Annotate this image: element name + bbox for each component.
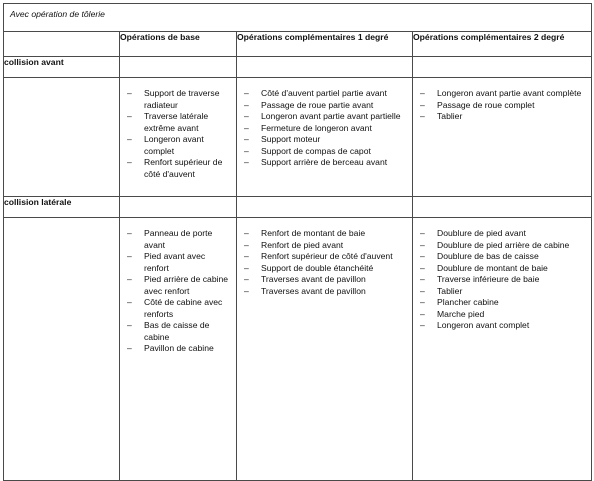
list-item: – Traverse latérale extrême avant — [127, 111, 232, 134]
header-empty-cell — [4, 32, 120, 57]
table-caption: Avec opération de tôlerie — [4, 4, 592, 32]
list-item: – Renfort supérieur de côté d'auvent — [244, 251, 408, 263]
list-item: – Traverses avant de pavillon — [244, 286, 408, 298]
list-item: – Longeron avant partie avant complète — [420, 88, 587, 100]
content-row-side-collision — [4, 218, 592, 481]
list-item: – Pied avant avec renfort — [127, 251, 232, 274]
degree-1-operations-cell — [237, 218, 413, 481]
list-item: – Panneau de porte avant — [127, 228, 232, 251]
section-row-side-collision — [4, 197, 592, 218]
header-degree-1-operations: Opérations complémentaires 1 degré — [237, 32, 413, 57]
list-item: – Bas de caisse de cabine — [127, 320, 232, 343]
list-item: – Fermeture de longeron avant — [244, 123, 408, 135]
operations-list — [120, 218, 236, 355]
content-row-front-collision — [4, 78, 592, 197]
list-item: – Doublure de bas de caisse — [420, 251, 587, 263]
operations-list — [237, 218, 412, 297]
operations-table — [3, 3, 592, 481]
list-item: – Doublure de montant de baie — [420, 263, 587, 275]
list-item: – Support arrière de berceau avant — [244, 157, 408, 169]
list-item: – Longeron avant complet — [127, 134, 232, 157]
list-item: – Doublure de pied avant — [420, 228, 587, 240]
header-base-operations: Opérations de base — [120, 32, 237, 57]
list-item: – Support de double étanchéité — [244, 263, 408, 275]
list-item: – Support de traverse radiateur — [127, 88, 232, 111]
list-item: – Tablier — [420, 286, 587, 298]
header-row — [4, 32, 592, 57]
section-blank-cell — [413, 197, 592, 218]
list-item: – Support de compas de capot — [244, 146, 408, 158]
section-blank-cell — [237, 197, 413, 218]
list-item: – Traverses avant de pavillon — [244, 274, 408, 286]
header-degree-2-operations: Opérations complémentaires 2 degré — [413, 32, 592, 57]
list-item: – Pied arrière de cabine avec renfort — [127, 274, 232, 297]
list-item: – Côté de cabine avec renforts — [127, 297, 232, 320]
list-item: – Passage de roue partie avant — [244, 100, 408, 112]
operations-list — [120, 78, 236, 180]
degree-1-operations-cell — [237, 78, 413, 197]
caption-row — [4, 4, 592, 32]
section-label-front-collision: collision avant — [4, 57, 120, 78]
list-item: – Doublure de pied arrière de cabine — [420, 240, 587, 252]
section-blank-cell — [120, 57, 237, 78]
list-item: – Tablier — [420, 111, 587, 123]
base-operations-cell — [120, 78, 237, 197]
list-item: – Marche pied — [420, 309, 587, 321]
base-operations-cell — [120, 218, 237, 481]
operations-list — [237, 78, 412, 169]
list-item: – Traverse inférieure de baie — [420, 274, 587, 286]
section-blank-cell — [237, 57, 413, 78]
degree-2-operations-cell — [413, 218, 592, 481]
list-item: – Support moteur — [244, 134, 408, 146]
list-item: – Passage de roue complet — [420, 100, 587, 112]
list-item: – Plancher cabine — [420, 297, 587, 309]
row-label-blank-cell — [4, 218, 120, 481]
section-row-front-collision — [4, 57, 592, 78]
list-item: – Renfort supérieur de côté d'auvent — [127, 157, 232, 180]
section-label-side-collision: collision latérale — [4, 197, 120, 218]
list-item: – Longeron avant complet — [420, 320, 587, 332]
list-item: – Côté d'auvent partiel partie avant — [244, 88, 408, 100]
list-item: – Renfort de montant de baie — [244, 228, 408, 240]
section-blank-cell — [413, 57, 592, 78]
list-item: – Renfort de pied avant — [244, 240, 408, 252]
section-blank-cell — [120, 197, 237, 218]
row-label-blank-cell — [4, 78, 120, 197]
list-item: – Longeron avant partie avant partielle — [244, 111, 408, 123]
degree-2-operations-cell — [413, 78, 592, 197]
operations-list — [413, 218, 591, 332]
list-item: – Pavillon de cabine — [127, 343, 232, 355]
operations-list — [413, 78, 591, 123]
